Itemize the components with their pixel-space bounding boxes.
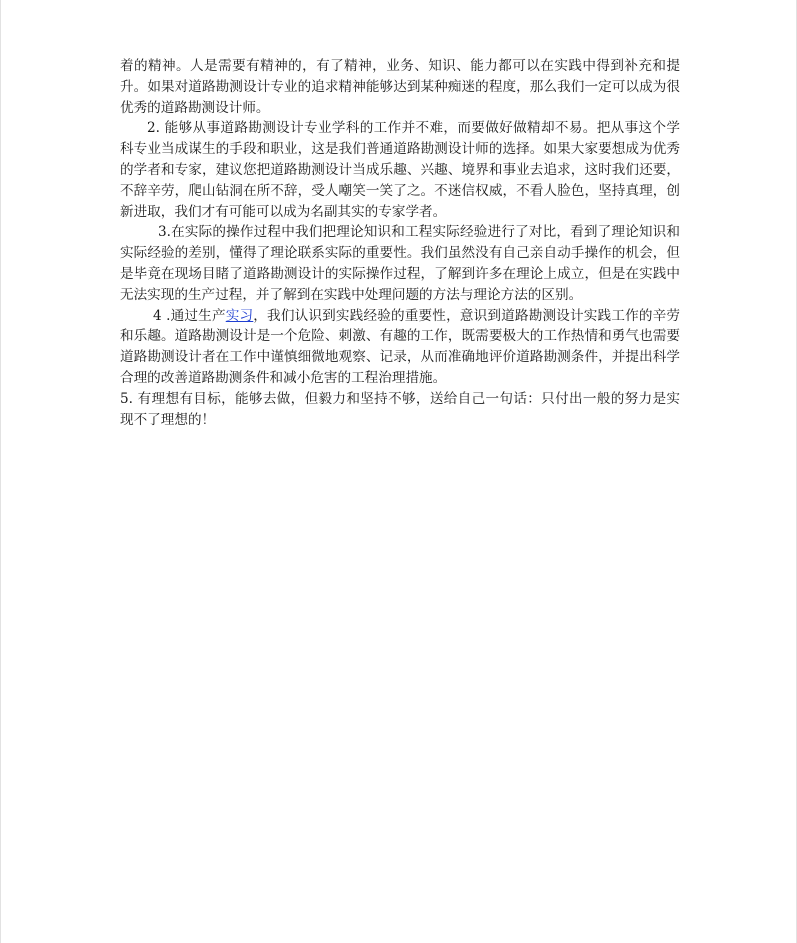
internship-link[interactable]: 实习 bbox=[225, 307, 254, 324]
paragraph-4 bbox=[120, 306, 680, 389]
paragraph-4-rest: ，我们认识到实践经验的重要性，意识到道路勘测设计实践工作的辛劳和乐趣。道路勘测设计是一个危险、刺激、有趣的工作，既需要极大的工作热情和勇气也需要道路勘测设计者在工作中谨慎细微地观察、记录，从而准确地评价道路勘测条件，并提出科学合理的改善道路勘测条件和减小危害的工程治理措施。 bbox=[120, 307, 681, 386]
paragraph-1: 着的精神。人是需要有精神的，有了精神，业务、知识、能力都可以在实践中得到补充和提升。如果对道路勘测设计专业的追求精神能够达到某种痴迷的程度，那么我们一定可以成为很优秀的道路勘测设计师。 bbox=[120, 58, 680, 116]
document-body bbox=[120, 56, 680, 430]
paragraph-4-lead: 4 .通过生产 bbox=[153, 307, 226, 324]
paragraph-2: 2. 能够从事道路勘测设计专业学科的工作并不难，而要做好做精却不易。把从事这个学科专业当成谋生的手段和职业，这是我们普通道路勘测设计师的选择。如果大家要想成为优秀的学者和专家，建议您把道路勘测设计当成乐趣、兴趣、境界和事业去追求，这时我们还要，不辞辛劳，爬山钻洞在所不辞，受人嘲笑一笑了之。不迷信权威，不看人脸色，坚持真理，创新进取，我们才有可能可以成为名副其实的专家学者。 bbox=[120, 120, 680, 220]
paragraph-3: 3.在实际的操作过程中我们把理论知识和工程实际经验进行了对比，看到了理论知识和实际经验的差别，懂得了理论联系实际的重要性。我们虽然没有自己亲自动手操作的机会，但是毕竟在现场目睹了道路勘测设计的实际操作过程，了解到许多在理论上成立，但是在实践中无法实现的生产过程，并了解到在实践中处理问题的方法与理论方法的区别。 bbox=[120, 224, 680, 303]
paragraph-5: 5. 有理想有目标，能够去做，但毅力和坚持不够，送给自己一句话：只付出一般的努力是实现不了理想的！ bbox=[120, 390, 680, 428]
